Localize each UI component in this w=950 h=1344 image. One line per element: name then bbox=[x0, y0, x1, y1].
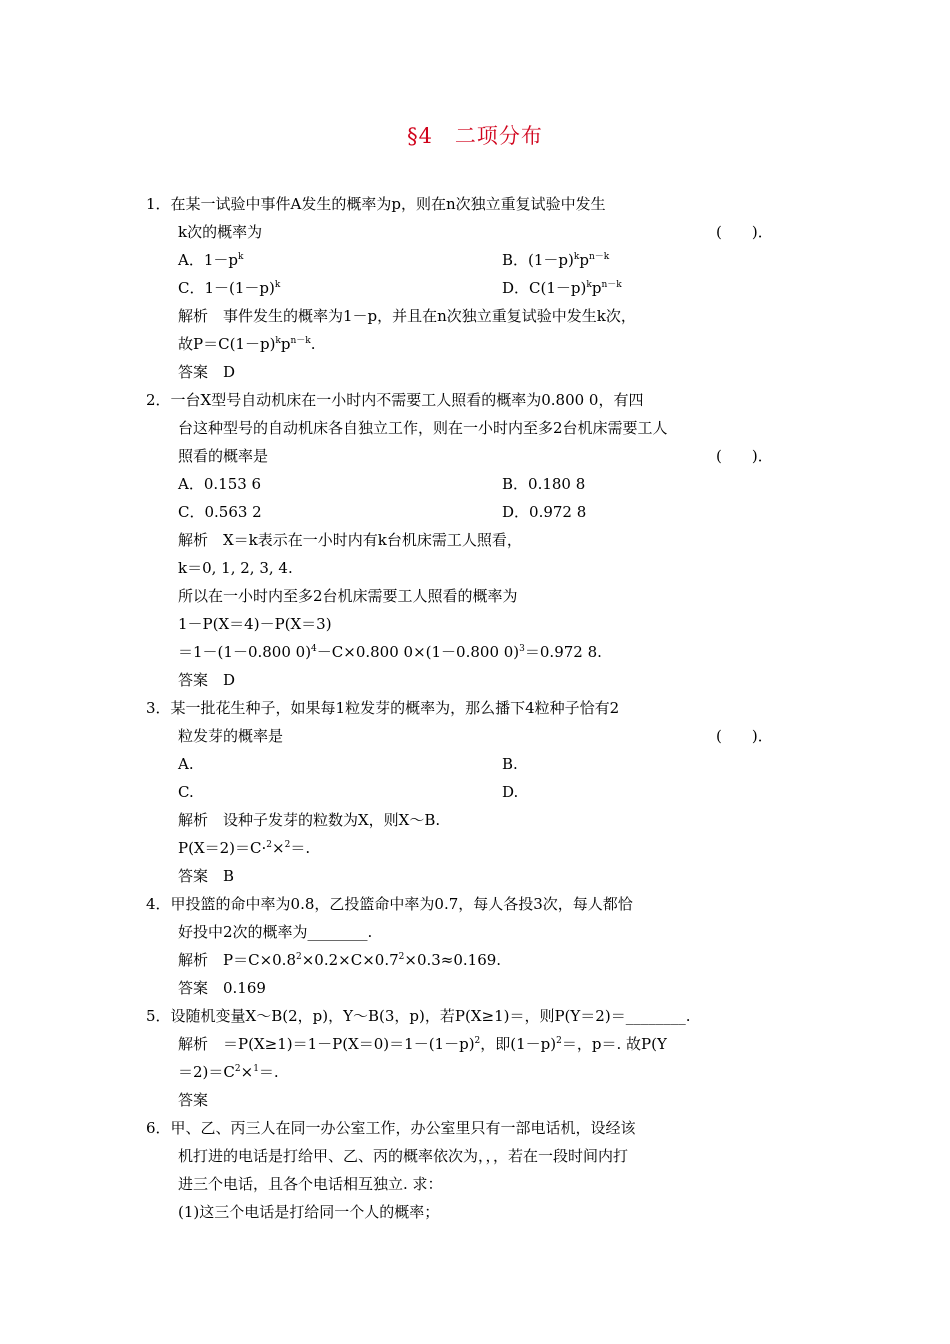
q2-explanation-line5: ＝1－(1－0.800 0)$^4$－C×0.800 0×(1－0.800 0)$^3$＝0.972 8. bbox=[178, 643, 602, 661]
q2-stem-line3: 照看的概率是 bbox=[178, 447, 269, 465]
q3-option-c: C. bbox=[178, 783, 194, 801]
q2-option-c: C．0.563 2 bbox=[178, 503, 262, 521]
q6-stem-line3: 进三个电话，且各个电话相互独立. 求： bbox=[178, 1175, 443, 1193]
q1-option-a: A．$1-p^k$ bbox=[178, 251, 244, 269]
page-title: §4 二项分布 bbox=[407, 124, 543, 148]
q2-option-b: B．0.180 8 bbox=[502, 475, 586, 493]
q4-answer: 答案 0.169 bbox=[178, 979, 266, 997]
q1-answer: 答案 D bbox=[178, 363, 236, 381]
q1-option-b: B．$(1-p)^kp^{n-k}$ bbox=[502, 251, 610, 269]
q4-stem-line1: 4．甲投篮的命中率为0.8，乙投篮命中率为0.7，每人各投3次，每人都恰 bbox=[146, 895, 633, 913]
q5-stem-line1: 5．设随机变量X～B(2，p)，Y～B(3，p)，若P(X≥1)＝，则P(Y＝2)＝________. bbox=[146, 1007, 691, 1025]
q2-explanation-line3: 所以在一小时内至多2台机床需要工人照看的概率为 bbox=[178, 587, 518, 605]
q2-explanation-line4: 1－P(X＝4)－P(X＝3) bbox=[178, 615, 332, 633]
q3-option-b: B. bbox=[502, 755, 518, 773]
q2-option-a: A．0.153 6 bbox=[178, 475, 262, 493]
q3-stem-line2: 粒发芽的概率是 bbox=[178, 727, 284, 745]
q5-explanation-line2: $=2)=C^2\times^1=$. bbox=[178, 1063, 279, 1081]
q1-stem-line1: 1．在某一试验中事件A发生的概率为p，则在n次独立重复试验中发生 bbox=[146, 195, 606, 213]
q1-stem-line2: k次的概率为 bbox=[178, 223, 263, 241]
q1-option-c: C．$1-(1-p)^k$ bbox=[178, 279, 281, 297]
q6-subquestion-1: (1)这三个电话是打给同一个人的概率； bbox=[178, 1203, 440, 1221]
q6-stem-line1: 6．甲、乙、丙三人在同一办公室工作，办公室里只有一部电话机，设经该 bbox=[146, 1119, 636, 1137]
q6-stem-line2: 机打进的电话是打给甲、乙、丙的概率依次为，，，若在一段时间内打 bbox=[178, 1147, 629, 1165]
q2-stem-line2: 台这种型号的自动机床各自独立工作，则在一小时内至多2台机床需要工人 bbox=[178, 419, 668, 437]
q2-answer: 答案 D bbox=[178, 671, 236, 689]
q3-answer: 答案 B bbox=[178, 867, 235, 885]
q1-explanation-line2: 故$P=C(1-p)^kp^{n-k}$. bbox=[178, 335, 316, 353]
q5-explanation-line1: 解析 $=P(X\ge 1)=1-P(X=0)=1-(1-p)^2$，即$(1-p)^2=$，p＝. 故P(Y bbox=[178, 1035, 667, 1053]
q2-answer-paren: ( )． bbox=[716, 447, 773, 465]
q3-option-a: A. bbox=[178, 755, 194, 773]
q2-explanation-line1: 解析 X＝k表示在一小时内有k台机床需工人照看， bbox=[178, 531, 522, 549]
q1-explanation-line1: 解析 事件发生的概率为1－p，并且在n次独立重复试验中发生k次， bbox=[178, 307, 636, 325]
q3-answer-paren: ( )． bbox=[716, 727, 773, 745]
q2-option-d: D．0.972 8 bbox=[502, 503, 587, 521]
q4-stem-line2: 好投中2次的概率为________. bbox=[178, 923, 373, 941]
q5-answer: 答案 bbox=[178, 1091, 209, 1109]
q2-stem-line1: 2．一台X型号自动机床在一小时内不需要工人照看的概率为0.800 0，有四 bbox=[146, 391, 644, 409]
q4-explanation-line1: 解析 $P=C\times 0.8^2\times 0.2\times C\times 0.7^2\times 0.3\approx 0.169$. bbox=[178, 951, 502, 969]
q1-answer-paren: ( )． bbox=[716, 223, 773, 241]
q3-option-d: D. bbox=[502, 783, 519, 801]
q3-stem-line1: 3．某一批花生种子，如果每1粒发芽的概率为，那么播下4粒种子恰有2 bbox=[146, 699, 620, 717]
q3-explanation-line2: P(X＝2)＝C·$^2$×$^2$＝. bbox=[178, 839, 311, 857]
q3-explanation-line1: 解析 设种子发芽的粒数为X，则X～B. bbox=[178, 811, 441, 829]
q1-option-d: D．$C(1-p)^kp^{n-k}$ bbox=[502, 279, 622, 297]
q2-explanation-line2: k＝0, 1, 2, 3, 4. bbox=[178, 559, 293, 577]
